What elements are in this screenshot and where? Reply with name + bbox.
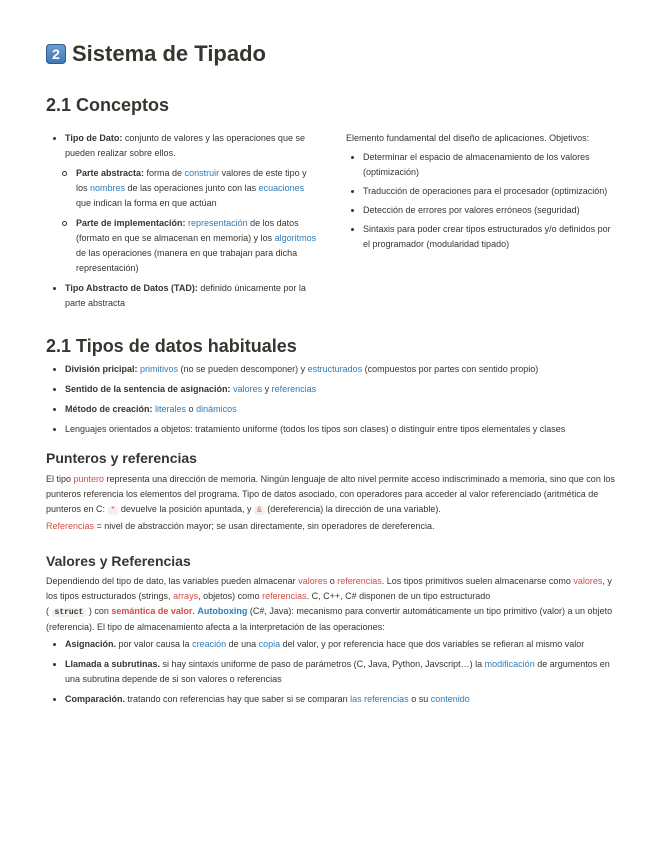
link-contenido[interactable]: contenido — [430, 694, 470, 704]
list-item-parte-abstracta: Parte abstracta: forma de construir valores de este tipo y los nombres de las operaciones junto con las ecuaciones que indican la forma en que actúan — [48, 166, 318, 211]
link-referencias-red[interactable]: referencias — [337, 576, 382, 586]
page-title-text: Sistema de Tipado — [72, 41, 266, 66]
code-asterisk: * — [108, 506, 119, 515]
objetivo-item: Sintaxis para poder crear tipos estructurados y/o definidos por el programador (modularidad tipado) — [346, 222, 616, 252]
link-puntero[interactable]: puntero — [73, 474, 105, 484]
section-heading-tipos: 2.1 Tipos de datos habituales — [46, 336, 297, 356]
code-ampersand: & — [254, 506, 265, 515]
link-creacion[interactable]: creación — [192, 639, 227, 649]
conceptos-right-column — [346, 131, 616, 252]
link-construir[interactable]: construir — [184, 168, 220, 178]
link-referencias-def[interactable]: Referencias — [46, 521, 95, 531]
list-item-tipo-de-dato: Tipo de Dato: conjunto de valores y las operaciones que se pueden realizar sobre ellos. — [48, 131, 318, 161]
link-dinamicos[interactable]: dinámicos — [196, 404, 237, 414]
list-item-llamada: Llamada a subrutinas. si hay sintaxis uniforme de paso de parámetros (C, Java, Python, Javscript…) la modificación de argumentos en una subrutina depende de si son valores o referencias — [48, 657, 616, 687]
list-item-comparacion: Comparación. tratando con referencias hay que saber si se comparan las referencias o su contenido — [48, 692, 616, 707]
list-item-metodo: Método de creación: literales o dinámicos — [48, 402, 618, 417]
objetivo-item: Detección de errores por valores erróneos (seguridad) — [346, 203, 616, 218]
list-item-asignacion: Asignación. por valor causa la creación de una copia del valor, y por referencia hace que dos variables se refieran al mismo valor — [48, 637, 616, 652]
link-referencias[interactable]: referencias — [271, 384, 317, 394]
conceptos-left-list — [48, 131, 318, 311]
code-struct: struct — [52, 608, 87, 617]
link-nombres[interactable]: nombres — [90, 183, 126, 193]
list-item-sentido: Sentido de la sentencia de asignación: valores y referencias — [48, 382, 618, 397]
link-autoboxing[interactable]: Autoboxing — [197, 606, 248, 616]
objetivo-item: Determinar el espacio de almacenamiento de los valores (optimización) — [346, 150, 616, 180]
link-las-referencias[interactable]: las referencias — [350, 694, 409, 704]
list-item-parte-implementacion: Parte de implementación: representación de los datos (formato en que se almacenan en memoria) y los algoritmos de las operaciones (manera en que trabajan para dicha representación) — [48, 216, 318, 276]
link-estructurados[interactable]: estructurados — [307, 364, 363, 374]
link-modificacion[interactable]: modificación — [484, 659, 535, 669]
list-item-division: División pricipal: primitivos (no se pueden descomponer) y estructurados (compuestos por partes con sentido propio) — [48, 362, 618, 377]
keycap-two-icon: 2 — [46, 44, 66, 64]
list-item-lenguajes: Lenguajes orientados a objetos: tratamiento uniforme (todos los tipos son clases) o distinguir entre tipos elementales y clases — [48, 422, 618, 437]
link-copia[interactable]: copia — [258, 639, 281, 649]
objetivos-intro: Elemento fundamental del diseño de aplicaciones. Objetivos: — [346, 133, 590, 143]
referencias-paragraph: Referencias = nivel de abstracción mayor; se usan directamente, sin operadores de dereferencia. — [46, 521, 435, 531]
section-heading-valores: Valores y Referencias — [46, 553, 191, 569]
section-heading-conceptos: 2.1 Conceptos — [46, 95, 170, 115]
valores-list — [48, 637, 616, 707]
link-semantica-de-valor[interactable]: semántica de valor — [111, 606, 193, 616]
section-heading-punteros: Punteros y referencias — [46, 450, 197, 466]
link-referencias-red-2[interactable]: referencias — [262, 591, 307, 601]
list-item-tad: Tipo Abstracto de Datos (TAD): definido únicamente por la parte abstracta — [48, 281, 318, 311]
tipos-list — [48, 362, 618, 437]
punteros-paragraph: El tipo puntero representa una dirección de memoria. Ningún lenguaje de alto nivel permite acceso indiscriminado a memoria, sino que con los punteros referencia los elementos del programa. Tipo de datos asociado, con operadores para acceder al valor referenciado (aritmética de punteros en C: * devuelve la posición apuntada, y & (dereferencia) la dirección de una variable). — [46, 474, 615, 515]
link-arrays[interactable]: arrays — [173, 591, 199, 601]
link-ecuaciones[interactable]: ecuaciones — [258, 183, 305, 193]
link-valores-red[interactable]: valores — [298, 576, 328, 586]
link-valores-red-2[interactable]: valores — [573, 576, 603, 586]
link-literales[interactable]: literales — [155, 404, 187, 414]
link-primitivos[interactable]: primitivos — [140, 364, 179, 374]
link-representacion[interactable]: representación — [188, 218, 248, 228]
valores-paragraph: Dependiendo del tipo de dato, las variables pueden almacenar valores o referencias. Los tipos primitivos suelen almacenarse como valores, y los tipos estructurados (strings, arrays, objetos) como referencias. C, C++, C# disponen de un tipo estructurado ( struct ) con semántica de valor. Autoboxing (C#, Java): mecanismo para convertir automáticamente un tipo primitivo (valor) a un objeto (referencia). El tipo de almacenamiento afecta a la interpretación de las operaciones: — [46, 576, 613, 632]
page-title — [46, 40, 266, 68]
link-algoritmos[interactable]: algoritmos — [274, 233, 317, 243]
link-valores[interactable]: valores — [233, 384, 263, 394]
objetivo-item: Traducción de operaciones para el procesador (optimización) — [346, 184, 616, 199]
